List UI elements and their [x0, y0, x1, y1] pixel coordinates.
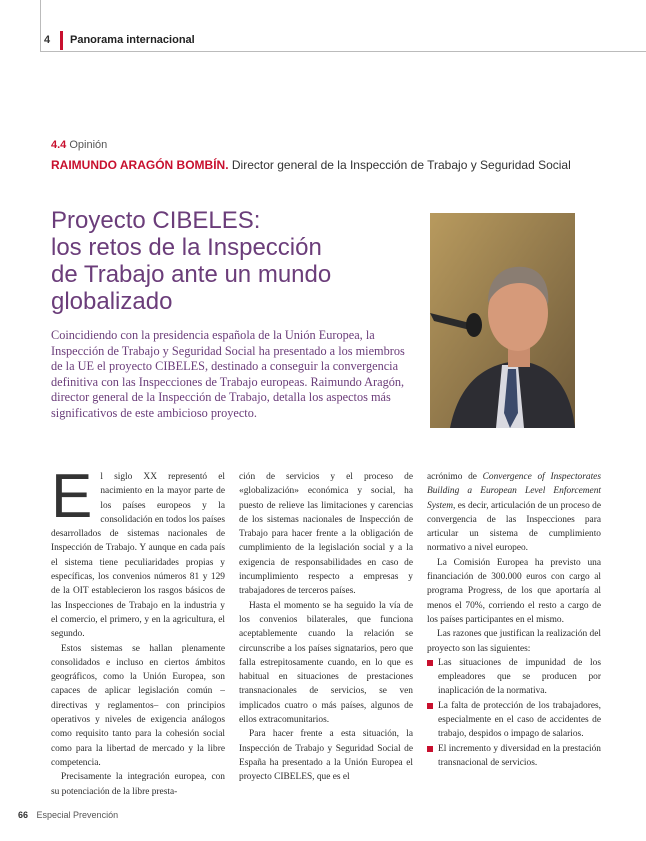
body-paragraph: Estos sistemas se hallan plenamente consolidados e incluso en ciertos ámbitos geográficos, como la Unión Europea, son capaces de aplicar legislación común –directivas y reglamentos– con principios operativos y niveles de exigencia análogos como requisito tanto para la cohesión social como para la libertad de mercado y la libre competencia. — [51, 643, 225, 768]
list-item — [427, 742, 601, 771]
body-column-2 — [239, 470, 413, 785]
body-paragraph — [427, 470, 601, 556]
acronym-explanation: , es decir, articulación de un proceso de convergencia de las Inspecciones para articular un sistema de cumplimiento normativo a nivel europeo. — [427, 500, 601, 554]
article-lead: Coincidiendo con la presidencia española de la Unión Europea, la Inspección de Trabajo y Seguridad Social ha presentado a los miembros de la UE el proyecto CIBELES, destinado a conseguir la convergencia definitiva con las Inspecciones de Trabajo europeas. Raimundo Aragón, director general de la Inspección de Trabajo, detalla los aspectos más significativos de este ambicioso proyecto. — [51, 328, 405, 420]
list-item-text: La falta de protección de los trabajadores, especialmente en el caso de accidentes de trabajo, despidos o impago de salarios. — [438, 700, 601, 740]
bullet-square-icon — [427, 660, 433, 666]
section-name: Opinión — [69, 139, 108, 151]
headline-line-1: Proyecto CIBELES: — [51, 207, 261, 234]
page-footer — [18, 810, 118, 820]
body-paragraph: Precisamente la integración europea, con su potenciación de la libre presta- — [51, 772, 225, 797]
author-portrait-illustration — [430, 213, 575, 428]
section-number: 4.4 — [51, 139, 67, 151]
body-paragraph: ción de servicios y el proceso de «globalización» económica y social, ha puesto de relieve las limitaciones y carencias de los sistemas nacionales de Inspección de Trabajo para hacer frente a la obligación de cumplimiento de la legislación social y a la exigencia de responsabilidades en caso de incumplimiento respecto a empresas y trabajadores de terceros países. — [239, 472, 413, 597]
acronym-expansion: Convergence of Inspectorates Building a European Level Enforcement System — [427, 472, 601, 511]
bullet-square-icon — [427, 746, 433, 752]
section-label — [51, 139, 107, 151]
acronym-intro: acrónimo de — [427, 472, 483, 482]
headline-line-4: globalizado — [51, 288, 173, 315]
footer-page-number: 66 — [18, 810, 29, 820]
body-paragraph: Para hacer frente a esta situación, la Inspección de Trabajo y Seguridad Social de España ha presentado a la Unión Europea el proyecto CIBELES, que es el — [239, 729, 413, 783]
article-headline — [51, 207, 421, 315]
header-horizontal-rule — [40, 51, 646, 52]
page-header — [0, 0, 646, 56]
author-name: RAIMUNDO ARAGÓN BOMBÍN. — [51, 158, 229, 172]
list-item-text: Las situaciones de impunidad de los empleadores que se producen por inaplicación de la normativa. — [438, 657, 601, 697]
bullet-square-icon — [427, 703, 433, 709]
list-item — [427, 699, 601, 742]
byline — [51, 157, 571, 173]
header-accent-bar — [60, 31, 63, 50]
author-photo — [430, 213, 575, 428]
body-column-1 — [51, 462, 225, 799]
drop-cap: E — [51, 462, 93, 531]
footer-publication: Especial Prevención — [36, 810, 119, 820]
headline-line-3: de Trabajo ante un mundo — [51, 261, 332, 288]
list-item — [427, 656, 601, 699]
header-page-number: 4 — [44, 34, 51, 46]
list-item-text: El incremento y diversidad en la prestación transnacional de servicios. — [438, 743, 601, 768]
body-paragraph: Las razones que justifican la realización del proyecto son las siguientes: — [427, 629, 601, 654]
headline-line-2: los retos de la Inspección — [51, 234, 322, 261]
header-section-title: Panorama internacional — [70, 34, 195, 46]
body-paragraph: La Comisión Europea ha previsto una financiación de 300.000 euros con cargo al programa Progress, de los que aportaría al menos el 70%, corriendo el resto a cargo de los países participantes en el mismo. — [427, 557, 601, 625]
body-paragraph: Hasta el momento se ha seguido la vía de los convenios bilaterales, que funciona aceptablemente cuando la relación se circunscribe a los países signatarios, pero que falla estrepitosamente cuando, en lo que es habitual en situaciones de prestaciones transnacionales de servicios, se ven implicados cuatro o más países, algunos de ellos extracomunitarios. — [239, 600, 413, 726]
reasons-list — [427, 656, 601, 770]
header-vertical-rule — [40, 0, 41, 52]
author-role: Director general de la Inspección de Trabajo y Seguridad Social — [231, 158, 571, 172]
body-column-3 — [427, 470, 601, 770]
body-paragraph: l siglo XX representó el nacimiento en la mayor parte de los países europeos y la consolidación en todos los países desarrollados de sistemas nacionales de Inspección de Trabajo. Y aunque en cada país el sistema tiene peculiaridades propias y específicas, los convenios números 81 y 129 de la OIT establecieron los rasgos básicos de las Inspecciones de Trabajo en la industria y el comercio, el primero, y en la agricultura, el segundo. — [51, 472, 225, 640]
